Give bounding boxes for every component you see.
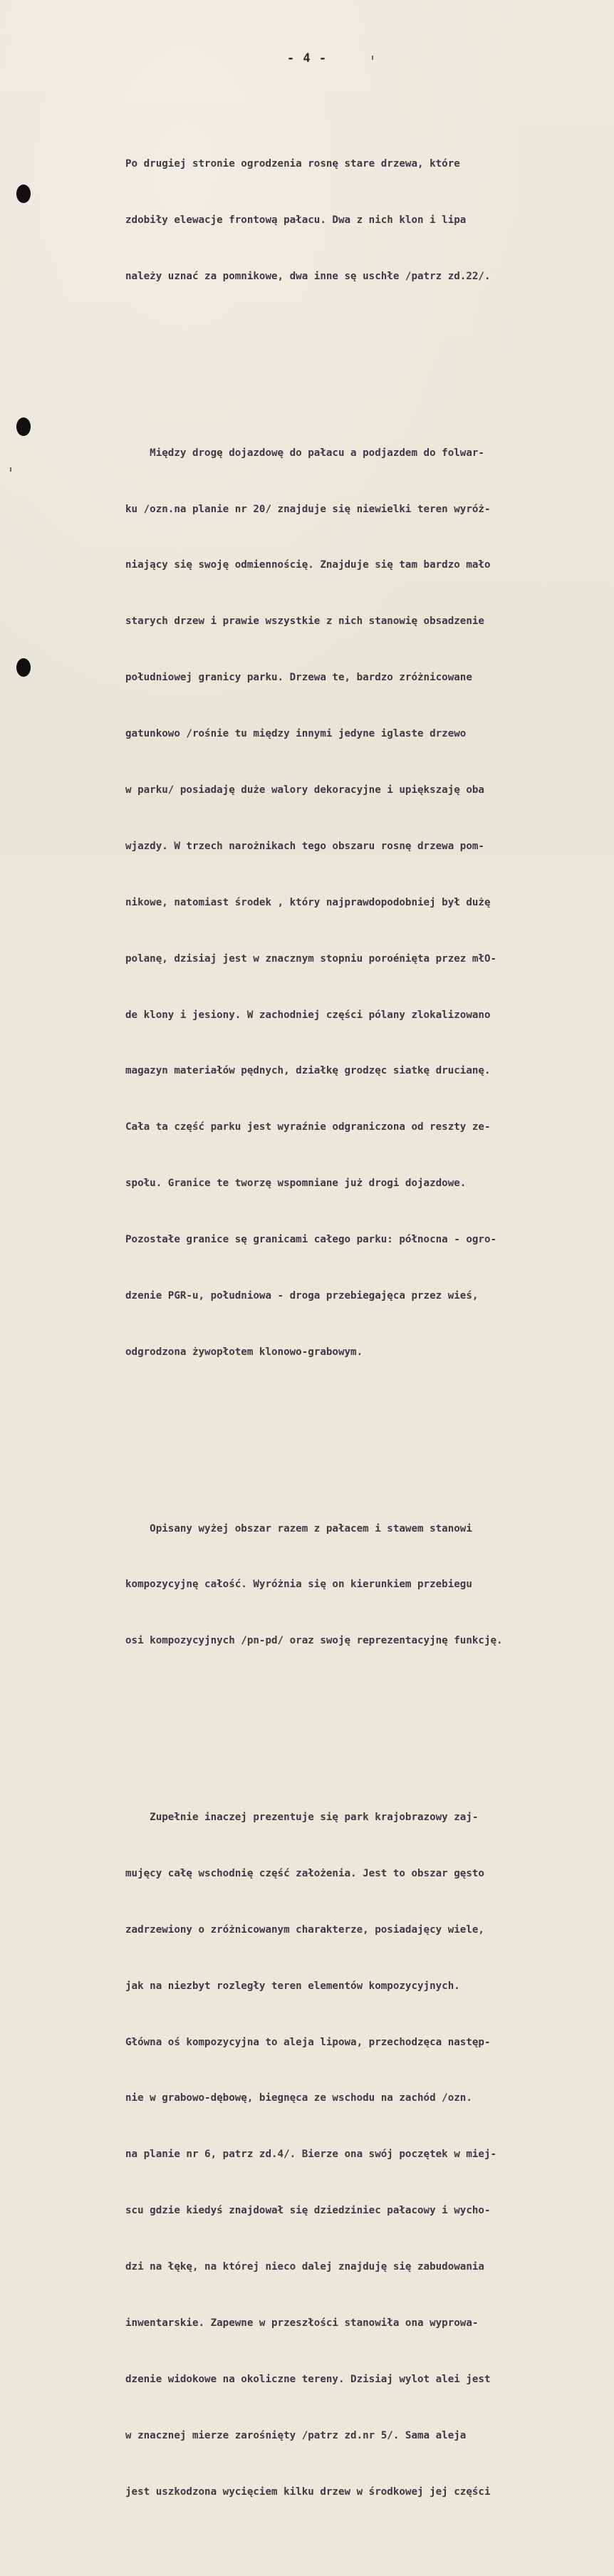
text-line: południowej granicy parku. Drzewa te, bardzo zróżnicowane (125, 672, 472, 684)
punch-hole-top (16, 185, 31, 203)
text-line: społu. Granice te tworzę wspomniane już drogi dojazdowe. (125, 1178, 467, 1190)
text-line: na planie nr 6, patrz zd.4/. Bierze ona swój poczętek w miej- (125, 2149, 497, 2161)
paragraph-1 (125, 118, 603, 323)
text-line: zadrzewiony o zróżnicowanym charakterze, posiadajęcy wiele, (125, 1923, 484, 1936)
text-line: nikowe, natomiast środek , który najprawdopodobniej był dużę (125, 896, 491, 908)
page-number: - 4 - (286, 51, 328, 66)
text-line: nie w grabowo-dębowę, biegnęca ze wschodu na zachód /ozn. (125, 2092, 472, 2104)
text-line: niający się swoję odmiennościę. Znajduje się tam bardzo mało (125, 559, 491, 571)
text-line: Między drogę dojazdowę do pałacu a podjazdem do folwar- (125, 447, 484, 459)
text-line: Cała ta część parku jest wyraźnie odgraniczona od reszty ze- (125, 1121, 491, 1133)
text-line: zdobiły elewacje frontową pałacu. Dwa z nich klon i lipa (125, 214, 467, 227)
text-line: wjazdy. W trzech narożnikach tego obszaru rosnę drzewa pom- (125, 840, 484, 852)
text-line: jest uszkodzona wycięciem kilku drzew w środkowej jej części (125, 2486, 491, 2498)
text-line: Pozostałe granice sę granicami całego parku: północna - ogro- (125, 1234, 497, 1246)
text-line: w znacznej mierze zarośnięty /patrz zd.nr 5/. Sama aleja (125, 2429, 467, 2441)
text-line: dzenie PGR-u, południowa - droga przebiegajęca przez wieś, (125, 1290, 479, 1302)
text-line: w parku/ posiadaję duże walory dekoracyjne i upiększaję oba (125, 784, 484, 796)
punch-hole-middle (16, 417, 31, 436)
text-line: Zupełnie inaczej prezentuje się park krajobrazowy zaj- (125, 1812, 479, 1824)
text-line: należy uznać za pomnikowe, dwa inne sę uschłe /patrz zd.22/. (125, 270, 491, 282)
text-line: scu gdzie kiedyś znajdował się dziedziniec pałacowy i wycho- (125, 2205, 491, 2217)
text-line: Po drugiej stronie ogrodzenia rosnę stare drzewa, które (125, 158, 460, 170)
text-line: inwentarskie. Zapewne w przeszłości stanowiła ona wyprowa- (125, 2317, 479, 2330)
text-line: dzi na łękę, na której nieco dalej znajduję się zabudowania (125, 2261, 484, 2273)
text-line: starych drzew i prawie wszystkie z nich stanowię obsadzenie (125, 616, 484, 628)
text-line: Opisany wyżej obszar razem z pałacem i stawem stanowi (125, 1522, 472, 1534)
text-line: magazyn materiałów pędnych, działkę grodzęc siatkę drucianę. (125, 1065, 491, 1077)
punch-hole-bottom (16, 658, 31, 677)
body-text (125, 80, 603, 2576)
text-line: gatunkowo /rośnie tu między innymi jedyne iglaste drzewo (125, 728, 467, 740)
text-line: mujęcy całę wschodnię część założenia. Jest to obszar gęsto (125, 1867, 484, 1879)
text-line: dzenie widokowe na okoliczne tereny. Dzisiaj wylot alei jest (125, 2373, 491, 2385)
text-line: Główna oś kompozycyjna to aleja lipowa, przechodzęca następ- (125, 2036, 491, 2048)
text-line: kompozycyjnę całość. Wyróżnia się on kierunkiem przebiegu (125, 1579, 472, 1591)
paragraph-2 (125, 406, 603, 1399)
text-line: polanę, dzisiaj jest w znacznym stopniu poroénięta przez młO- (125, 952, 497, 965)
text-line: jak na niezbyt rozległy teren elementów kompozycyjnych. (125, 1980, 460, 1992)
text-line: osi kompozycyjnych /pn-pd/ oraz swoję reprezentacyjnę funkcję. (125, 1635, 503, 1647)
paper-speck (10, 467, 11, 472)
paragraph-4 (125, 1770, 603, 2538)
text-line: de klony i jesiony. W zachodniej części pólany zlokalizowano (125, 1009, 491, 1021)
text-line: odgrodzona żywopłotem klonowo-grabowym. (125, 1346, 363, 1358)
paragraph-3 (125, 1482, 603, 1688)
text-line: ku /ozn.na planie nr 20/ znajduje się niewielki teren wyróż- (125, 503, 491, 515)
